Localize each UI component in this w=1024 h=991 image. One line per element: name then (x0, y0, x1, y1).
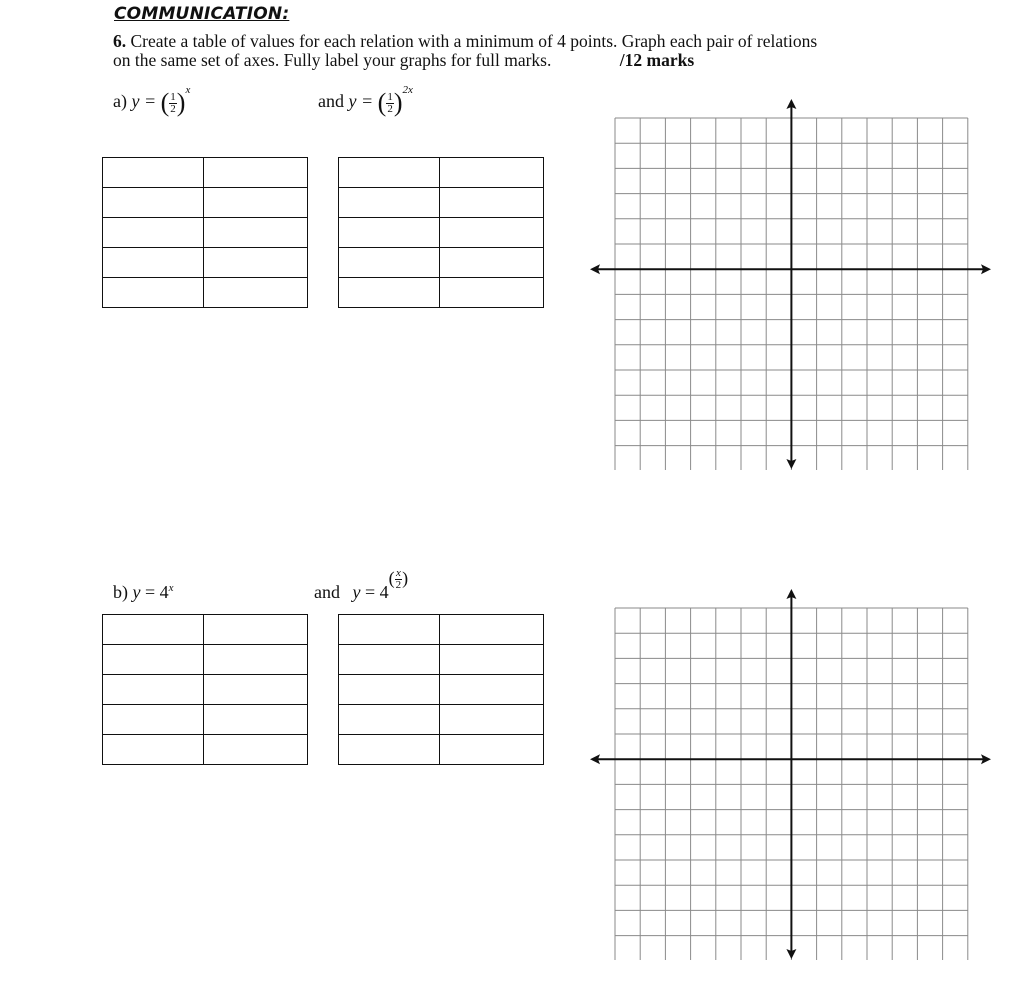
table-cell[interactable] (440, 735, 544, 765)
table-cell[interactable] (204, 188, 308, 218)
table-row (339, 158, 544, 188)
table-row (339, 188, 544, 218)
table-cell[interactable] (339, 158, 440, 188)
part-b-eq2-lhs: y (352, 582, 361, 602)
table-cell[interactable] (440, 675, 544, 705)
table-cell[interactable] (204, 615, 308, 645)
table-cell[interactable] (440, 615, 544, 645)
table-cell[interactable] (204, 735, 308, 765)
part-b-eq2-exp-denominator: 2 (395, 579, 402, 592)
part-a-eq2-exponent: 2x (402, 84, 413, 97)
question-line-1: Create a table of values for each relation with a minimum of 4 points. Graph each pair of relations (130, 31, 818, 51)
table-cell[interactable] (339, 218, 440, 248)
table-cell[interactable] (204, 158, 308, 188)
table-cell[interactable] (440, 705, 544, 735)
question-number: 6. (113, 31, 127, 51)
part-b-connector: and (314, 582, 340, 602)
part-b-eq1-exponent: x (168, 582, 174, 594)
table-row (339, 278, 544, 308)
graph-grid-a (588, 98, 993, 470)
table-cell[interactable] (204, 645, 308, 675)
part-b-equation-1 (113, 582, 174, 603)
table-b2 (338, 614, 544, 765)
table-cell[interactable] (103, 735, 204, 765)
graph-grid-b (588, 588, 993, 960)
table-cell[interactable] (103, 158, 204, 188)
part-b-eq2-rest: = 4 (365, 582, 389, 602)
table-cell[interactable] (440, 188, 544, 218)
table-cell[interactable] (339, 675, 440, 705)
part-a-equation-2: and y = ( $\frac{1}{2}$ )$^{2x}$ (318, 84, 413, 117)
table-cell[interactable] (204, 278, 308, 308)
table-row (103, 188, 308, 218)
part-a-eq1-exponent: x (185, 84, 191, 97)
table-cell[interactable] (103, 645, 204, 675)
part-a-eq1-lhs: y = (131, 91, 157, 112)
part-a-eq2-denominator: 2 (387, 102, 393, 115)
part-a-connector: and (318, 91, 344, 112)
question-text (113, 32, 1013, 70)
table-cell[interactable] (204, 705, 308, 735)
table-row (103, 218, 308, 248)
part-a-label: a) (113, 91, 127, 112)
table-cell[interactable] (440, 645, 544, 675)
part-b-eq1-lhs: y (132, 582, 141, 602)
table-cell[interactable] (339, 615, 440, 645)
table-cell[interactable] (339, 248, 440, 278)
table-cell[interactable] (103, 278, 204, 308)
table-cell[interactable] (204, 675, 308, 705)
table-a1 (102, 157, 308, 308)
table-b1 (102, 614, 308, 765)
table-row (339, 248, 544, 278)
table-cell[interactable] (339, 705, 440, 735)
part-a-eq1-denominator: 2 (170, 102, 176, 115)
table-row (339, 675, 544, 705)
table-cell[interactable] (339, 645, 440, 675)
table-row (103, 278, 308, 308)
table-row (103, 645, 308, 675)
table-row (103, 675, 308, 705)
table-row (103, 615, 308, 645)
table-cell[interactable] (339, 735, 440, 765)
section-heading: COMMUNICATION: (114, 4, 290, 24)
part-a-equation-1: a) y = ( $\frac{1}{2}$ )$^x$ (113, 84, 191, 117)
table-cell[interactable] (440, 278, 544, 308)
part-b-eq2-exp-numerator: x (395, 567, 401, 580)
part-a-eq2-numerator: 1 (387, 90, 393, 103)
table-row (339, 735, 544, 765)
table-cell[interactable] (204, 248, 308, 278)
table-cell[interactable] (440, 218, 544, 248)
table-cell[interactable] (103, 615, 204, 645)
marks-label: /12 marks (619, 50, 695, 70)
part-a-eq1-numerator: 1 (170, 90, 176, 103)
table-row (103, 158, 308, 188)
table-row (339, 218, 544, 248)
table-cell[interactable] (103, 248, 204, 278)
table-row (339, 705, 544, 735)
table-row (103, 248, 308, 278)
table-row (339, 615, 544, 645)
table-row (339, 645, 544, 675)
table-cell[interactable] (103, 705, 204, 735)
table-cell[interactable] (103, 188, 204, 218)
table-cell[interactable] (103, 675, 204, 705)
part-b-equation-2: and y = 4( $\frac{x}{2}$ ) (314, 567, 409, 602)
table-a2 (338, 157, 544, 308)
table-cell[interactable] (103, 218, 204, 248)
part-b-eq1-rest: = 4 (145, 582, 169, 602)
table-row (103, 735, 308, 765)
table-cell[interactable] (339, 188, 440, 218)
table-cell[interactable] (339, 278, 440, 308)
part-a-eq2-lhs: y = (348, 91, 374, 112)
table-cell[interactable] (440, 248, 544, 278)
table-cell[interactable] (440, 158, 544, 188)
question-line-2: on the same set of axes. Fully label your graphs for full marks. (113, 50, 552, 70)
part-b-label: b) (113, 582, 128, 602)
table-row (103, 705, 308, 735)
table-cell[interactable] (204, 218, 308, 248)
